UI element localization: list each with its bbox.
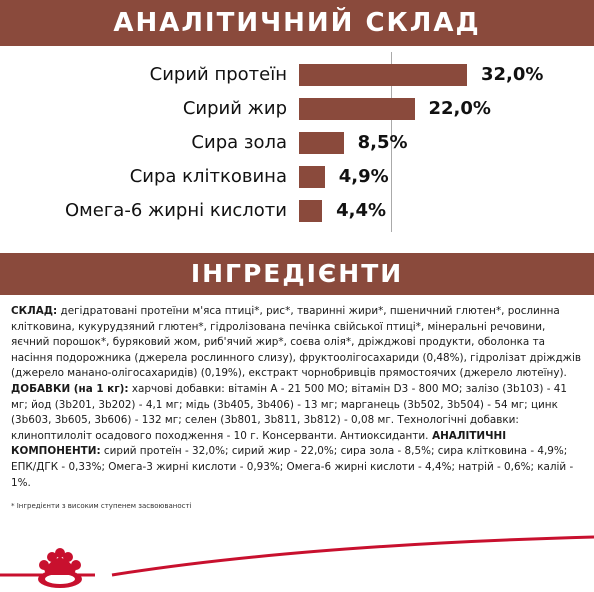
analytic-row-label: Сира зола bbox=[191, 132, 287, 153]
analytic-row-value: 32,0% bbox=[481, 64, 544, 85]
ingredients-heading: ІНГРЕДІЄНТИ bbox=[0, 253, 594, 295]
composition-text: дегідратовані протеїни м'яса птиці*, рис*, тваринні жири*, пшеничний глютен*, рослинна клітковина, кукурудзяний глютен*, гідролізована печінка свійської птиці*, мінеральні речовини, яєчний порошок*, буряковий жом, риб'ячий жир*, соєва олія*, дріжджові продукти, оболонка та насіння подорожника (джерела рослинного слизу), фруктоолігосахариди (0,48%), гідролізат дріжджів (джерело манано-олігосахаридів) (0,19%), екстракт чорнобривців прямостоячих (джерело лютеїну). bbox=[11, 305, 582, 380]
analytic-composition-heading: АНАЛІТИЧНИЙ СКЛАД bbox=[0, 0, 594, 46]
footnote: * Інгредієнти з високим ступенем засвоюваності bbox=[11, 502, 192, 510]
analytic-components-text: сирий протеїн - 32,0%; сирий жир - 22,0%; сира зола - 8,5%; сира клітковина - 4,9%; ЕПК/ДГК - 0,33%; Омега-3 жирні кислоти - 0,93%; Омега-6 жирні кислоти - 4,4%; натрій - 0,6%; калій - 1%. bbox=[11, 445, 574, 489]
analytic-row-label: Сирий протеїн bbox=[149, 64, 287, 85]
analytic-components-label: АНАЛІТИЧНІ КОМПОНЕНТИ: bbox=[11, 429, 507, 458]
footer-graphic bbox=[0, 535, 594, 588]
analytic-row-bar bbox=[299, 98, 415, 120]
analytic-row-bar bbox=[299, 166, 325, 188]
analytic-row bbox=[0, 164, 594, 190]
analytic-row-label: Сирий жир bbox=[182, 98, 287, 119]
analytic-row bbox=[0, 198, 594, 224]
analytic-row-bar bbox=[299, 200, 322, 222]
footer bbox=[0, 535, 594, 588]
analytic-row-label: Омега-6 жирні кислоти bbox=[65, 200, 287, 221]
analytic-row bbox=[0, 130, 594, 156]
analytic-row-value: 4,9% bbox=[338, 166, 389, 187]
ingredients-text bbox=[11, 304, 583, 491]
analytic-row-value: 4,4% bbox=[336, 200, 387, 221]
analytic-row-label: Сира клітковина bbox=[129, 166, 287, 187]
additives-label: ДОБАВКИ (на 1 кг): bbox=[11, 382, 129, 395]
analytic-row-value: 8,5% bbox=[357, 132, 408, 153]
analytic-row-bar bbox=[299, 132, 344, 154]
royal-canin-crown-icon bbox=[38, 548, 82, 588]
analytic-row-bar bbox=[299, 64, 467, 86]
analytic-row bbox=[0, 96, 594, 122]
analytic-row bbox=[0, 62, 594, 88]
composition-label: СКЛАД: bbox=[11, 305, 58, 317]
additives-text: харчові добавки: вітамін А - 21 500 МО; вітамін D3 - 800 МО; залізо (3b103) - 41 мг; йод (3b201, 3b202) - 4,1 мг; мідь (3b405, 3b406) - 13 мг; марганець (3b502, 3b504) - 54 мг; цинк (3b603, 3b605, 3b606) - 132 мг; селен (3b801, 3b811, 3b812) - 0,08 мг. Технологічні добавки: клиноптилоліт осадового походження - 10 г. Консерванти. Антиоксиданти. bbox=[11, 382, 568, 442]
analytic-row-value: 22,0% bbox=[428, 98, 491, 119]
